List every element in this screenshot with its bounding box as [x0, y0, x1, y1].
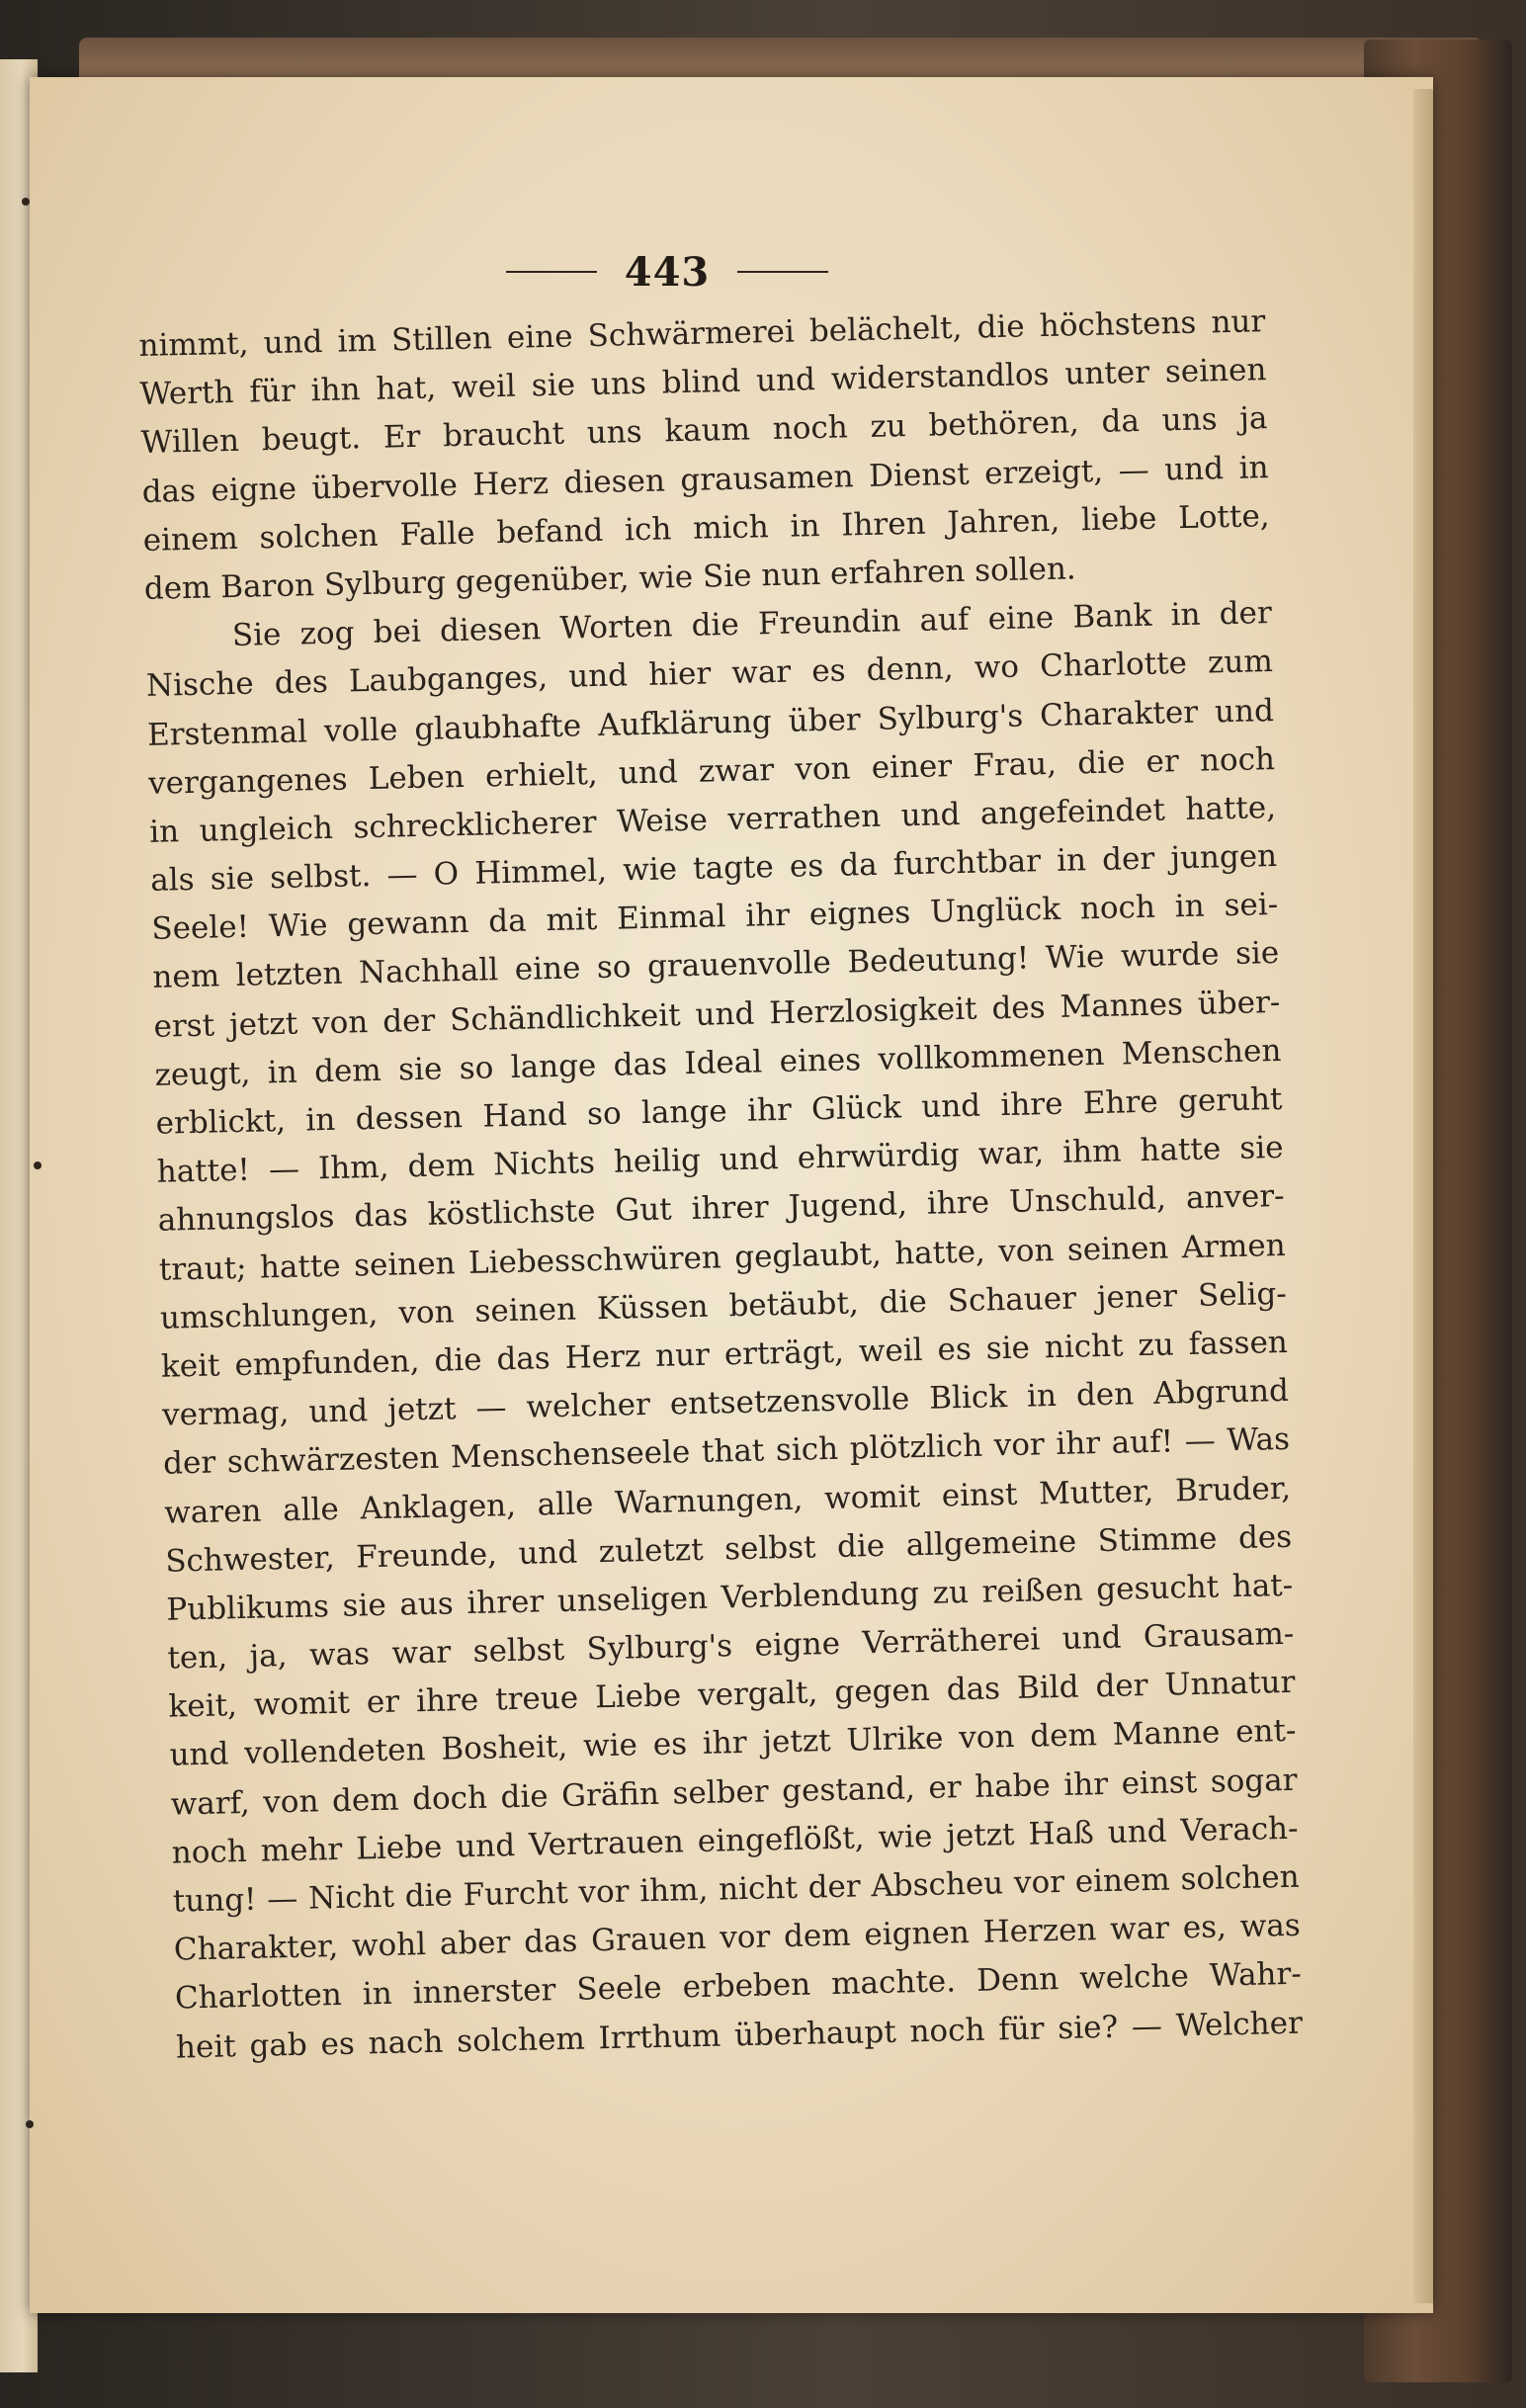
text-line: Charakter, wohl aber das Grauen vor dem eignen Herzen war es, was: [173, 1907, 1302, 1968]
binding-mark: [22, 198, 30, 206]
text-line: traut; hatte seinen Liebesschwüren geglaubt, hatte, von seinen Armen: [158, 1227, 1287, 1288]
page-stack-edge: [1413, 89, 1433, 2303]
text-line: dem Baron Sylburg gegenüber, wie Sie nun erfahren sollen.: [143, 551, 1077, 607]
text-line: zeugt, in dem sie so lange das Ideal eines vollkommenen Menschen: [154, 1032, 1282, 1093]
text-line: ten, ja, was war selbst Sylburg's eigne Verrätherei und Grausam-: [167, 1615, 1295, 1677]
binding-mark: [34, 1161, 42, 1169]
text-line: tung! — Nicht die Furcht vor ihm, nicht der Abscheu vor einem solchen: [172, 1858, 1300, 1920]
text-line: Willen beugt. Er braucht uns kaum noch zu bethören, da uns ja: [140, 400, 1268, 462]
text-line: vergangenes Leben erhielt, und zwar von einer Frau, die er noch: [147, 740, 1276, 802]
text-line: Publikums sie aus ihrer unseligen Verblendung zu reißen gesucht hat-: [166, 1567, 1294, 1628]
text-line: keit empfunden, die das Herz nur erträgt, weil es sie nicht zu fassen: [160, 1324, 1289, 1385]
binding-mark: [26, 2120, 34, 2128]
text-line: noch mehr Liebe und Vertrauen eingeflößt, wie jetzt Haß und Verach-: [171, 1810, 1299, 1871]
text-line: Werth für ihn hat, weil sie uns blind und widerstandlos unter seinen: [139, 352, 1267, 413]
text-line: nem letzten Nachhall eine so grauenvolle Bedeutung! Wie wurde sie: [152, 935, 1280, 996]
body-text: [138, 298, 1303, 2072]
text-line: in ungleich schrecklicherer Weise verrathen und angefeindet hatte,: [148, 789, 1277, 850]
text-line: Erstenmal volle glaubhafte Aufklärung über Sylburg's Charakter und: [146, 692, 1275, 753]
text-line: Seele! Wie gewann da mit Einmal ihr eignes Unglück noch in sei-: [151, 887, 1279, 948]
text-line: vermag, und jetzt — welcher entsetzensvolle Blick in den Abgrund: [161, 1372, 1290, 1433]
text-line: erblickt, in dessen Hand so lange ihr Glück und ihre Ehre geruht: [155, 1080, 1283, 1142]
text-line: umschlungen, von seinen Küssen betäubt, die Schauer jener Selig-: [159, 1275, 1288, 1336]
text-line: heit gab es nach solchem Irrthum überhaupt noch für sie? — Welcher: [175, 2005, 1304, 2066]
text-line: einem solchen Falle befand ich mich in Ihren Jahren, liebe Lotte,: [142, 497, 1270, 559]
text-line: nimmt, und im Stillen eine Schwärmerei belächelt, die höchstens nur: [138, 303, 1266, 364]
text-line: und vollendeten Bosheit, wie es ihr jetzt Ulrike von dem Manne ent-: [169, 1713, 1297, 1774]
page-header: [504, 247, 830, 297]
text-line: ahnungslos das köstlichste Gut ihrer Jugend, ihre Unschuld, anver-: [157, 1178, 1285, 1240]
header-rule-right: [737, 271, 828, 273]
text-line: warf, von dem doch die Gräfin selber gestand, er habe ihr einst sogar: [170, 1762, 1298, 1823]
text-line: Nische des Laubganges, und hier war es denn, wo Charlotte zum: [145, 644, 1274, 705]
text-line: Charlotten in innerster Seele erbeben machte. Denn welche Wahr-: [174, 1956, 1303, 2017]
text-line: Sie zog bei diesen Worten die Freundin auf eine Bank in der: [231, 595, 1273, 654]
text-line: als sie selbst. — O Himmel, wie tagte es da furchtbar in der jungen: [149, 838, 1278, 899]
text-line: keit, womit er ihre treue Liebe vergalt, gegen das Bild der Unnatur: [168, 1665, 1296, 1725]
text-line: hatte! — Ihm, dem Nichts heilig und ehrwürdig war, ihm hatte sie: [156, 1130, 1284, 1190]
text-line: das eigne übervolle Herz diesen grausamen Dienst erzeigt, — und in: [141, 449, 1269, 510]
text-line: waren alle Anklagen, alle Warnungen, womit einst Mutter, Bruder,: [163, 1470, 1292, 1531]
text-line: der schwärzesten Menschenseele that sich plötzlich vor ihr auf! — Was: [162, 1421, 1291, 1483]
text-line: Schwester, Freunde, und zuletzt selbst die allgemeine Stimme des: [164, 1518, 1293, 1580]
header-rule-left: [506, 271, 597, 273]
page-number: 443: [624, 248, 711, 296]
text-line: erst jetzt von der Schändlichkeit und Herzlosigkeit des Mannes über-: [153, 984, 1281, 1045]
